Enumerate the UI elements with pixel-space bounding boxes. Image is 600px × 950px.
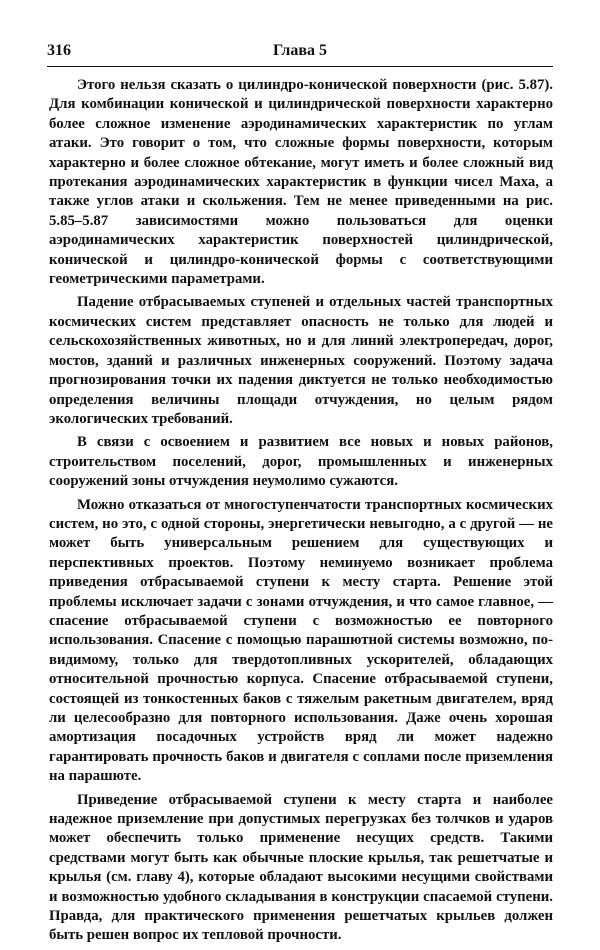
- page-header: [47, 42, 553, 64]
- chapter-title: Глава 5: [273, 42, 327, 59]
- header-divider: [47, 66, 553, 67]
- paragraph-2: Падение отбрасываемых ступеней и отдельных частей транспортных космических систем представляет опасность не только для людей и сельскохозяйственных животных, но и для линий электропередач, дорог, мостов, зданий и различных инженерных сооружений. Поэтому задача прогнозирования точки их падения диктуется не только необходимостью определения величины площади отчуждения, но целым рядом экологических требований.: [49, 294, 553, 427]
- body-text: [49, 76, 553, 950]
- page-number: 316: [47, 42, 71, 59]
- paragraph-5: Приведение отбрасываемой ступени к месту старта и наиболее надежное приземление при допустимых перегрузках без толчков и ударов может обеспечить только применение несущих средств. Такими средствами могут быть как обычные плоские крылья, так решетчатые и крылья (см. главу 4), которые обладают высокими несущими свойствами и возможностью удобного складывания в конструкции спасаемой ступени. Правда, для практического применения решетчатых крыльев должен быть решен вопрос их тепловой прочности.: [49, 791, 553, 944]
- paragraph-4: Можно отказаться от многоступенчатости транспортных космических систем, но это, с одной стороны, энергетически невыгодно, а с другой — не может быть универсальным решением для существующих и перспективных проектов. Поэтому неминуемо возникает проблема приведения отбрасываемой ступени к месту старта. Решение этой проблемы исключает задачи с зонами отчуждения, и что самое главное, — спасение отбрасываемой ступени с возможностью ее повторного использования. Спасение с помощью парашютной системы возможно, по-видимому, только для твердотопливных ускорителей, обладающих относительной прочностью корпуса. Спасение отбрасываемой ступени, состоящей из тонкостенных баков с тяжелым ракетным двигателем, вряд ли целесообразно для повторного использования. Даже очень хорошая амортизация посадочных устройств вряд ли может надежно гарантировать прочность баков и двигателя с соплами после приземления на парашюте.: [49, 496, 553, 785]
- paragraph-3: В связи с освоением и развитием все новых и новых районов, строительством поселений, дорог, промышленных и инженерных сооружений зоны отчуждения неумолимо сужаются.: [49, 434, 553, 490]
- paragraph-1: Этого нельзя сказать о цилиндро-конической поверхности (рис. 5.87). Для комбинации конической и цилиндрической поверхности характерно более сложное изменение аэродинамических характеристик по углам атаки. Это говорит о том, что сложные формы поверхности, которым характерно и более сложное обтекание, могут иметь и более сложный вид протекания аэродинамических характеристик в функции чисел Маха, а также углов атаки и скольжения. Тем не менее приведенными на рис. 5.85–5.87 зависимостями можно пользоваться для оценки аэродинамических характеристик поверхностей цилиндрической, конической и цилиндро-конической формы с соответствующими геометрическими параметрами.: [49, 77, 553, 288]
